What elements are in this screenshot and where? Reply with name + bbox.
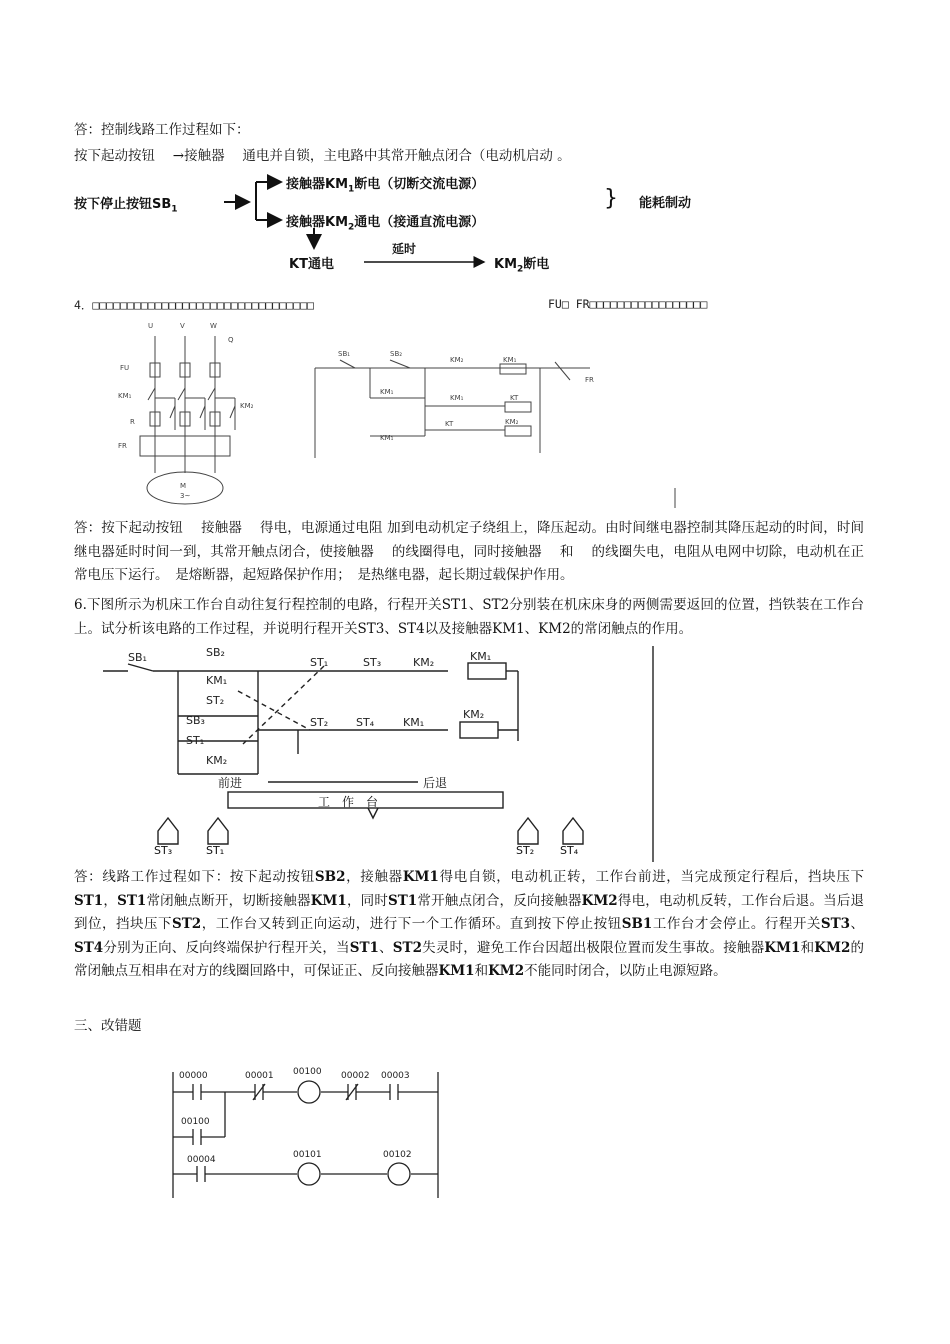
svg-text:M: M xyxy=(180,482,187,490)
dynamic-braking-label: 能耗制动 xyxy=(639,196,692,211)
svg-text:ST₁: ST₁ xyxy=(310,656,329,669)
svg-text:KM₂: KM₂ xyxy=(240,402,254,410)
svg-text:SB₃: SB₃ xyxy=(186,714,205,727)
ladder-diagram xyxy=(165,1062,450,1202)
svg-text:KM₁: KM₁ xyxy=(380,388,394,396)
svg-text:00100: 00100 xyxy=(181,1117,210,1127)
svg-text:U: U xyxy=(148,322,154,330)
switch-st2-label: ST₂ xyxy=(516,844,535,857)
reduced-voltage-start-circuit xyxy=(100,318,680,508)
braking-flow-diagram xyxy=(74,168,774,278)
question-4-left: 4．□□□□□□□□□□□□□□□□□□□□□□□□□□□□□□□□ xyxy=(74,298,314,312)
forward-label: 前进 xyxy=(218,776,243,790)
svg-text:00004: 00004 xyxy=(187,1155,216,1165)
svg-text:KM₁: KM₁ xyxy=(118,392,132,400)
km2-off-label: $KM_2$断电 xyxy=(494,257,550,275)
answer-6-text: 答：线路工作过程如下：按下起动按钮SB2，接触器KM1得电自锁，电动机正转，工作台前进，当完成预定行程后，挡块压下ST1，ST1常闭触点断开，切断接触器KM1，同时ST1常开触点闭合，反向接触器KM2得电，电动机反转，工作台后退。当后退到位，挡块压下ST2，工作台又转到正向运动，进行下一个工作循环。直到按下停止按钮SB1工作台才会停止。行程开关ST3、ST4分别为正向、反向终端保护行程开关，当ST1、ST2失灵时，避免工作台因超出极限位置而发生事故。接触器KM1和KM2的常闭触点互相串在对方的线圈回路中，可保证正、反向接触器KM1和KM2不能同时闭合，以防止电源短路。 xyxy=(74,869,865,979)
km1-off-label: 接触器$KM_1$断电（切断交流电源） xyxy=(286,177,485,195)
answer-1-line-2: 按下起动按钮 →接触器 通电并自锁，主电路中其常开触点闭合（电动机启动 。 xyxy=(74,148,571,164)
delay-label: 延时 xyxy=(392,242,417,256)
answer-1-line-1: 答：控制线路工作过程如下： xyxy=(74,122,250,138)
auto-reciprocating-circuit xyxy=(98,646,658,862)
svg-text:ST₁: ST₁ xyxy=(186,734,205,747)
svg-text:00000: 00000 xyxy=(179,1071,208,1081)
svg-text:00102: 00102 xyxy=(383,1150,412,1160)
svg-text:KM₁: KM₁ xyxy=(450,394,464,402)
svg-text:SB₁: SB₁ xyxy=(128,651,147,664)
svg-text:KM₂: KM₂ xyxy=(450,356,464,364)
svg-text:ST₂: ST₂ xyxy=(310,716,329,729)
svg-text:KM₂: KM₂ xyxy=(206,754,228,767)
worktable-label: 工 作 台 xyxy=(318,795,379,809)
svg-text:00002: 00002 xyxy=(341,1071,370,1081)
svg-text:00001: 00001 xyxy=(245,1071,274,1081)
svg-text:KM₁: KM₁ xyxy=(470,650,492,663)
svg-text:W: W xyxy=(210,322,217,330)
ladder-labels xyxy=(179,1067,412,1165)
svg-text:00003: 00003 xyxy=(381,1071,410,1081)
svg-text:ST₂: ST₂ xyxy=(206,694,225,707)
svg-text:V: V xyxy=(180,322,185,330)
svg-text:KM₂: KM₂ xyxy=(463,708,485,721)
brace-symbol: } xyxy=(604,186,618,211)
circuit-4-drawing xyxy=(100,318,680,508)
svg-text:3~: 3~ xyxy=(180,492,191,500)
switch-st3-label: ST₃ xyxy=(154,844,173,857)
svg-text:KM₁: KM₁ xyxy=(403,716,425,729)
svg-text:FR: FR xyxy=(585,376,594,384)
switch-st4-label: ST₄ xyxy=(560,844,579,857)
question-4-right: FU□ FR□□□□□□□□□□□□□□□□□ xyxy=(548,297,708,311)
svg-text:KM₁: KM₁ xyxy=(503,356,517,364)
svg-text:R: R xyxy=(130,418,135,426)
svg-text:Q: Q xyxy=(228,336,234,344)
stop-button-label: 按下停止按钮$SB_1$ xyxy=(74,197,178,215)
svg-text:ST₄: ST₄ xyxy=(356,716,375,729)
svg-text:KM₂: KM₂ xyxy=(413,656,435,669)
svg-text:KT: KT xyxy=(445,420,454,428)
answer-4-text: 答：按下起动按钮 接触器 得电，电源通过电阻 加到电动机定子绕组上，降压起动。由时间继电器控制其降压起动的时间，时间继电器延时时间一到，其常开触点闭合，使接触器 的线圈得电，同时接触器 和 的线圈失电，电阻从电网中切除，电动机在正常电压下运行。 是熔断器，起短路保护作用； 是热继电器，起长期过载保护作用。 xyxy=(74,520,864,583)
circuit-6-drawing xyxy=(98,646,658,862)
svg-text:ST₃: ST₃ xyxy=(363,656,382,669)
section-3-title: 三、改错题 xyxy=(74,1018,142,1034)
svg-text:FR: FR xyxy=(118,442,127,450)
km2-on-label: 接触器$KM_2$通电（接通直流电源） xyxy=(286,215,485,233)
svg-text:FU: FU xyxy=(120,364,130,372)
question-6-text: 6.下图所示为机床工作台自动往复行程控制的电路，行程开关ST1、ST2分别装在机床床身的两侧需要返回的位置，挡铁装在工作台上。试分析该电路的工作过程，并说明行程开关ST3、ST4以及接触器KM1、KM2的常闭触点的作用。 xyxy=(74,597,864,637)
svg-text:SB₂: SB₂ xyxy=(206,646,225,659)
svg-text:SB₁: SB₁ xyxy=(338,350,351,358)
circuit-4-labels xyxy=(118,322,594,500)
switch-st1-label: ST₁ xyxy=(206,844,225,857)
backward-label: 后退 xyxy=(423,776,448,790)
svg-text:00100: 00100 xyxy=(293,1067,322,1077)
svg-text:KT: KT xyxy=(510,394,519,402)
ladder-drawing xyxy=(165,1062,450,1202)
svg-text:KM₁: KM₁ xyxy=(206,674,228,687)
svg-text:KM₁: KM₁ xyxy=(380,434,394,442)
svg-text:00101: 00101 xyxy=(293,1150,322,1160)
svg-text:SB₂: SB₂ xyxy=(390,350,403,358)
svg-text:KM₂: KM₂ xyxy=(505,418,519,426)
kt-on-label: KT通电 xyxy=(289,257,334,272)
circuit-6-labels xyxy=(128,646,491,767)
